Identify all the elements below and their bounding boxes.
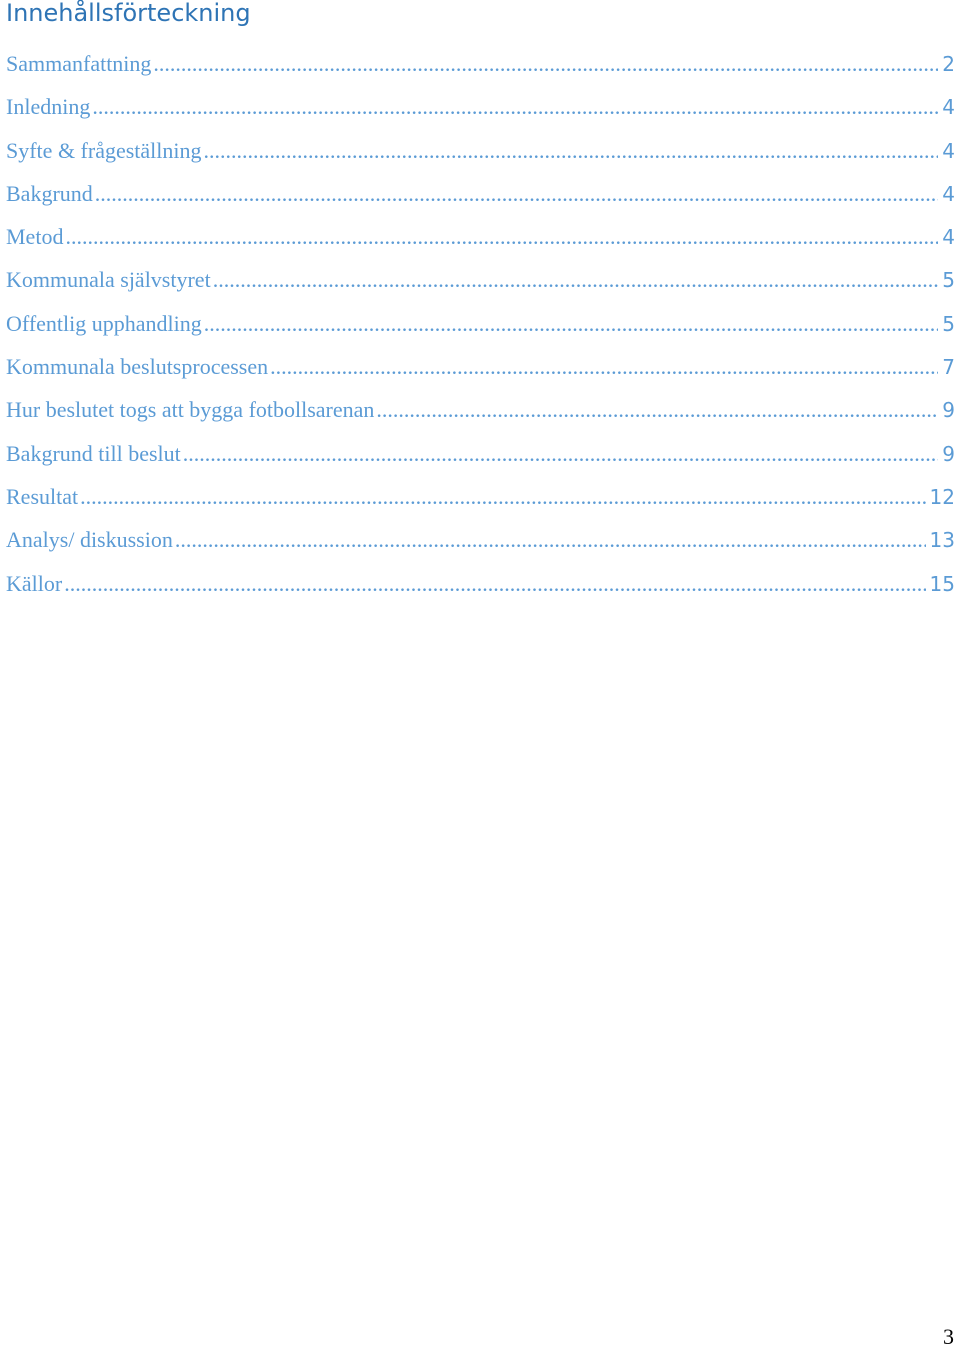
table-of-contents: [6, 46, 955, 609]
toc-entry-page: 9: [942, 398, 955, 423]
toc-entry-title: Metod: [6, 224, 64, 250]
toc-entry-page: 7: [942, 355, 955, 380]
toc-entry-page: 4: [942, 181, 955, 206]
toc-entry-page: 2: [942, 52, 955, 76]
toc-dot-leader: [153, 46, 938, 82]
toc-dot-leader: [65, 219, 938, 255]
toc-dot-leader: [204, 306, 939, 342]
toc-dot-leader: [95, 176, 939, 212]
toc-entry-title: Hur beslutet togs att bygga fotbollsarenan: [6, 397, 375, 423]
toc-entry-title: Bakgrund: [6, 180, 93, 206]
toc-entry-kallor[interactable]: [6, 566, 955, 609]
toc-dot-leader: [80, 479, 925, 515]
toc-entry-hur-beslutet-togs[interactable]: [6, 392, 955, 435]
toc-dot-leader: [376, 392, 938, 428]
toc-entry-title: Bakgrund till beslut: [6, 440, 181, 466]
toc-entry-offentlig-upphandling[interactable]: [6, 306, 955, 349]
toc-entry-title: Kommunala beslutsprocessen: [6, 354, 269, 380]
toc-entry-kommunala-sjalvstyret[interactable]: [6, 262, 955, 305]
toc-entry-page: 5: [942, 268, 955, 293]
toc-entry-title: Syfte & frågeställning: [6, 137, 202, 163]
toc-heading: Innehållsförteckning: [6, 0, 251, 27]
toc-entry-title: Källor: [6, 570, 63, 596]
toc-entry-inledning[interactable]: [6, 89, 955, 132]
toc-entry-title: Offentlig upphandling: [6, 310, 202, 336]
toc-entry-page: 9: [942, 441, 955, 466]
toc-entry-page: 4: [942, 95, 955, 120]
toc-entry-title: Kommunala självstyret: [6, 267, 211, 293]
toc-dot-leader: [175, 522, 926, 558]
toc-entry-resultat[interactable]: [6, 479, 955, 522]
toc-entry-bakgrund[interactable]: [6, 176, 955, 219]
toc-entry-title: Resultat: [6, 483, 79, 509]
toc-entry-kommunala-beslutsprocessen[interactable]: [6, 349, 955, 392]
toc-entry-sammanfattning[interactable]: [6, 46, 955, 89]
toc-dot-leader: [213, 262, 939, 298]
toc-entry-analys-diskussion[interactable]: [6, 522, 955, 565]
toc-entry-page: 5: [942, 311, 955, 336]
toc-entry-page: 15: [929, 571, 955, 596]
toc-entry-metod[interactable]: [6, 219, 955, 262]
toc-entry-page: 13: [929, 528, 955, 553]
toc-entry-page: 4: [942, 225, 955, 250]
toc-dot-leader: [183, 436, 939, 472]
toc-entry-title: Sammanfattning: [6, 51, 152, 76]
toc-entry-bakgrund-till-beslut[interactable]: [6, 436, 955, 479]
toc-entry-page: 4: [942, 138, 955, 163]
toc-dot-leader: [64, 566, 925, 602]
toc-entry-page: 12: [929, 484, 955, 509]
toc-entry-syfte[interactable]: [6, 133, 955, 176]
toc-entry-title: Inledning: [6, 94, 91, 120]
toc-dot-leader: [92, 89, 938, 125]
toc-dot-leader: [270, 349, 938, 385]
toc-dot-leader: [204, 133, 939, 169]
toc-entry-title: Analys/ diskussion: [6, 527, 173, 553]
page-number: 3: [943, 1324, 954, 1349]
